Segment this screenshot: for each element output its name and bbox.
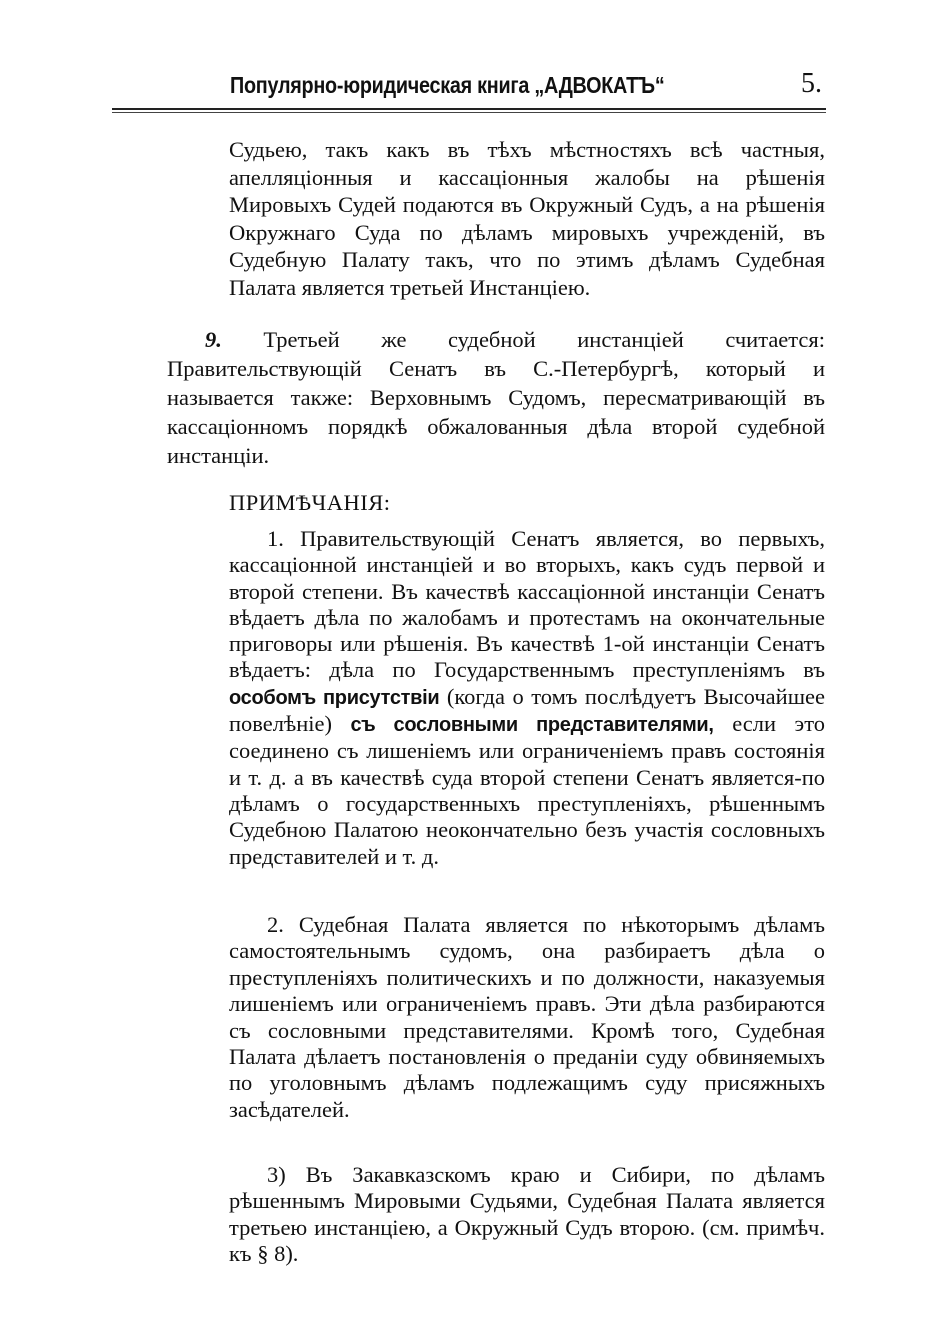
- notes-heading: ПРИМѢЧАНІЯ:: [229, 490, 391, 515]
- note-1: [229, 526, 825, 870]
- running-title: Популярно-юридическая книга „АДВОКАТЪ“: [230, 72, 665, 98]
- page-header: [112, 70, 826, 114]
- section-number: 9.: [205, 327, 222, 352]
- note-3-paragraph: 3) Въ Закавказскомъ краю и Сибири, по дѣламъ рѣшеннымъ Мировыми Судьями, Судебная Палата является третьею инстанціею, а Окружный Судъ второю. (см. примѣч. къ § 8).: [229, 1162, 825, 1267]
- note-1-text-b: (когда о томъ послѣдуетъ Высочайшее повелѣніе): [229, 683, 825, 737]
- note-1-text-c: если это соединено съ лишеніемъ или ограниченіемъ правъ состоянія и т. д. а въ качествѣ суда второй степени Сенатъ является-по дѣламъ о государственныхъ преступленіяхъ, рѣшеннымъ Судебною Палатою неокончательно безъ участія сословныхъ представителей и т. д.: [229, 711, 825, 869]
- note-1-bold-a: особомъ присутствіи: [229, 686, 440, 709]
- section-9-paragraph: [167, 325, 825, 470]
- continuation-text: Судьею, такъ какъ въ тѣхъ мѣстностяхъ всѣ частныя, апелляціонныя и кассаціонныя жалобы на рѣшенія Мировыхъ Судей подаются въ Окружный Судъ, а на рѣшенія Окружнаго Суда по дѣламъ мировыхъ учрежденій, въ Судебную Палату такъ, что по этимъ дѣламъ Судебная Палата является третьей Инстанціею.: [229, 137, 825, 300]
- section-9: [167, 325, 825, 470]
- header-rule: [112, 108, 826, 110]
- header-rule-thin: [112, 112, 826, 113]
- continuation-paragraph: [229, 136, 825, 301]
- note-3: [229, 1162, 825, 1268]
- note-1-bold-b: съ сословными представителями,: [350, 714, 714, 737]
- note-2-paragraph: 2. Судебная Палата является по нѣкоторымъ дѣламъ самостоятельнымъ судомъ, она разбираетъ дѣла о преступленіяхъ политическихъ и по должности, наказуемыя лишеніемъ или ограниченіемъ правъ. Эти дѣла разбираются съ сословными представителями. Кромѣ того, Судебная Палата дѣлаетъ постановленія о преданіи суду обвиняемыхъ по уголовнымъ дѣламъ подлежащимъ суду присяжныхъ засѣдателей.: [229, 912, 825, 1122]
- note-1-paragraph: [229, 526, 825, 870]
- section-9-text: Третьей же судебной инстанціей считается: Правительствующій Сенатъ въ С.-Петербургѣ, который и называется также: Верховнымъ Судомъ, пересматривающій въ кассаціонномъ порядкѣ обжалованныя дѣла второй судебной инстанціи.: [167, 327, 825, 468]
- page-number: 5.: [801, 68, 822, 99]
- note-2: [229, 912, 825, 1123]
- note-1-text-a: 1. Правительствующій Сенатъ является, во первыхъ, кассаціонной инстанціей и во вторыхъ, какъ судъ первой и второй степени. Въ качествѣ кассаціонной инстанціи Сенатъ вѣдаетъ дѣла по жалобамъ и протестамъ на окончательные приговоры или рѣшенія. Въ качествѣ 1-ой инстанціи Сенатъ вѣдаетъ: дѣла по Государственнымъ преступленіямъ въ: [229, 526, 825, 683]
